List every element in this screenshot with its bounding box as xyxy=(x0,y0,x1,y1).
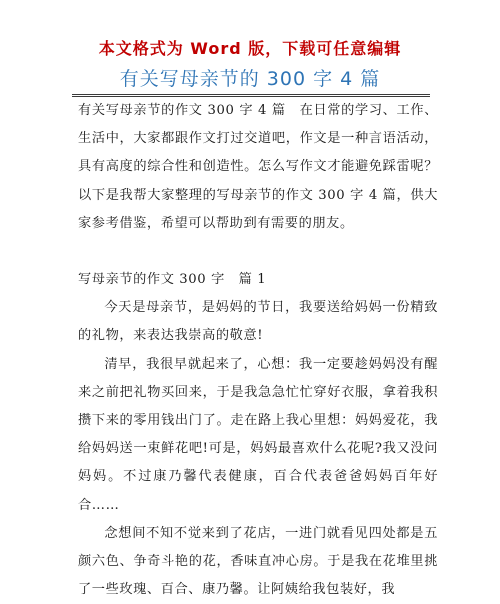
section-heading: 写母亲节的作文 300 字 篇 1 xyxy=(78,272,267,288)
body-paragraph: 清早，我很早就起来了，心想：我一定要趁妈妈没有醒来之前把礼物买回来，于是我急急忙忙穿好衣服，拿着我积攒下来的零用钱出门了。走在路上我心里想：妈妈爱花，我给妈妈送一束鲜花吧!可是，妈妈最喜欢什么花呢?我又没问妈妈。不过康乃馨代表健康，百合代表爸爸妈妈百年好合…… xyxy=(78,356,438,513)
body-paragraph: 念想间不知不觉来到了花店，一进门就看见四处都是五颜六色、争奇斗艳的花，香味直冲心房。于是我在花堆里挑了一些玫瑰、百合、康乃馨。让阿姨给我包装好，我 xyxy=(78,525,438,598)
title-divider-top xyxy=(72,94,430,95)
intro-paragraph: 有关写母亲节的作文 300 字 4 篇 在日常的学习、工作、生活中，大家都跟作文打过交道吧，作文是一种言语活动，具有高度的综合性和创造性。怎么写作文才能避免踩雷呢？以下是我帮大家整理的写母亲节的作文 300 字 4 篇，供大家参考借鉴，希望可以帮助到有需要的朋友。 xyxy=(78,103,438,231)
edit-notice: 本文格式为 Word 版，下载可任意编辑 xyxy=(98,39,402,58)
document-title: 有关写母亲节的 300 字 4 篇 xyxy=(119,68,381,90)
paragraph-gap xyxy=(78,238,438,266)
document-body xyxy=(78,97,438,604)
body-paragraph: 今天是母亲节，是妈妈的节日，我要送给妈妈一份精致的礼物，来表达我崇高的敬意! xyxy=(78,300,438,344)
